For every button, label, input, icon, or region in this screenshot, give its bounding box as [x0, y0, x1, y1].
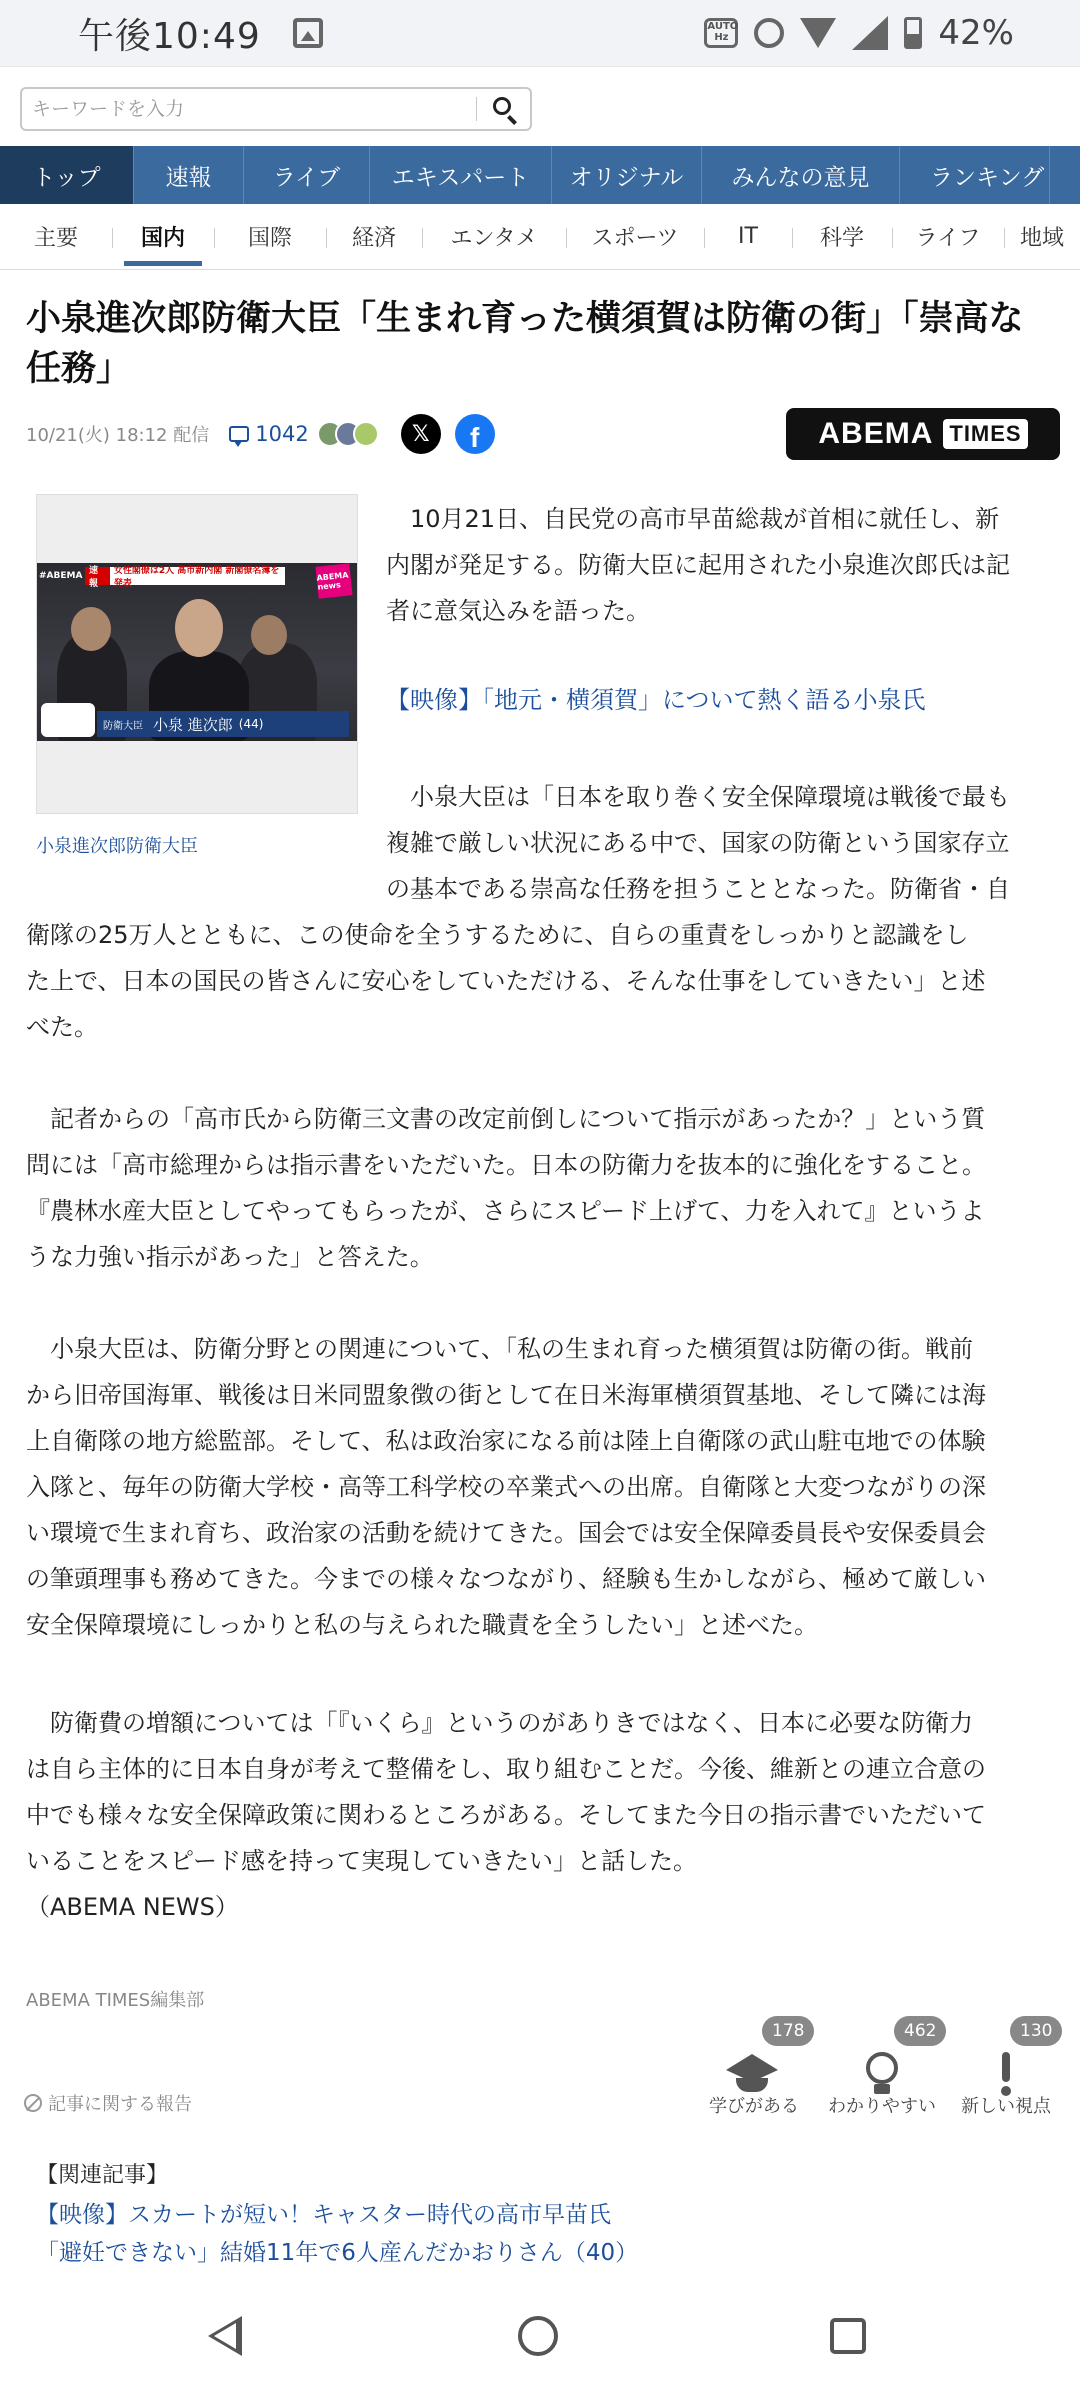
- category-entertainment[interactable]: エンタメ: [422, 204, 566, 270]
- search-divider: [476, 97, 477, 121]
- text-line: 衛隊の25万人とともに、この使命を全うするために、自らの重責をしっかりと認識をし: [26, 921, 969, 949]
- category-international[interactable]: 国際: [214, 204, 326, 270]
- main-nav: [0, 146, 1080, 204]
- name-text: 小泉 進次郎: [153, 715, 233, 734]
- battery-icon: [904, 17, 922, 49]
- paragraph-4: [26, 1326, 1066, 1648]
- prohibited-icon: [24, 2094, 42, 2112]
- article-meta: [26, 412, 495, 456]
- name-lower-third: [97, 711, 349, 737]
- text-line: 安全保障環境にしっかりと私の与えられた職責を全うしたい」と述べた。: [26, 1611, 818, 1639]
- comment-icon: [229, 426, 249, 442]
- reaction-label: わかりやすい: [828, 2096, 936, 2117]
- reaction-label: 新しい視点: [961, 2096, 1051, 2117]
- wifi-icon: [800, 18, 836, 48]
- main-nav-live[interactable]: ライブ: [244, 146, 370, 204]
- paragraph-1: [386, 496, 1056, 634]
- name-role: 防衛大臣: [103, 720, 143, 732]
- main-nav-top[interactable]: トップ: [0, 146, 134, 204]
- main-nav-original[interactable]: オリジナル: [552, 146, 702, 204]
- banner-flag: 速報: [85, 567, 110, 585]
- search-box: [20, 87, 532, 131]
- editorial-credit: ABEMA TIMES編集部: [26, 1990, 205, 2011]
- text-line: いることをスピード感を持って実現していきたい」と話した。: [26, 1847, 698, 1875]
- paragraph-5: [26, 1700, 1066, 1930]
- status-time: 午後10:49: [78, 15, 261, 57]
- reaction-count: 178: [762, 2016, 814, 2046]
- text-line: 小泉大臣は、防衛分野との関連について、「私の生まれ育った横須賀は防衛の街。戦前: [26, 1335, 974, 1363]
- photo-image: [37, 563, 357, 741]
- video-link[interactable]: 【映像】「地元・横須賀」について熱く語る小泉氏: [386, 686, 926, 714]
- publish-date: 10/21(火) 18:12 配信: [26, 425, 210, 446]
- status-bar: [0, 0, 1080, 66]
- text-line: 問には「高市総理からは指示書をいただいた。日本の防衛力を抜本的に強化をすること。: [26, 1151, 986, 1179]
- reaction-new-perspective[interactable]: [942, 2014, 1070, 2124]
- text-line: 入隊と、毎年の防衛大学校・高等工科学校の卒業式への出席。自衛隊と大変つながりの深: [26, 1473, 986, 1501]
- report-label: 記事に関する報告: [48, 2094, 192, 2115]
- main-nav-breaking[interactable]: 速報: [134, 146, 244, 204]
- report-article-link[interactable]: [24, 2090, 192, 2116]
- category-nav: [0, 204, 1080, 270]
- main-nav-opinions[interactable]: みんなの意見: [702, 146, 900, 204]
- search-icon: [493, 97, 511, 115]
- related-article-link[interactable]: 「避妊できない」結婚11年で6人産んだかおりさん（40）: [36, 2240, 639, 2266]
- cell-signal-icon: [852, 16, 888, 50]
- system-nav-bar: [0, 2274, 1080, 2400]
- photo-tag: #ABEMA: [39, 571, 83, 581]
- text-line: 上自衛隊の地方総監部。そして、私は政治家になる前は陸上自衛隊の武山駐屯地での体験: [26, 1427, 986, 1455]
- text-line: から旧帝国海軍、戦後は日米同盟象徴の街として在日米海軍横須賀基地、そして隣には海: [26, 1381, 986, 1409]
- text-line: 10月21日、自民党の高市早苗総裁が首相に就任し、新: [386, 505, 1000, 533]
- exclamation-icon: [1000, 2052, 1012, 2096]
- inset-face: [41, 703, 95, 737]
- article-headline: 小泉進次郎防衛大臣「生まれ育った横須賀は防衛の街」「崇高な任務」: [26, 299, 1024, 389]
- text-line: の筆頭理事も務めてきた。今までの様々なつながり、経験も生かしながら、極めて厳しい: [26, 1565, 986, 1593]
- comments-link[interactable]: [229, 422, 308, 446]
- paragraph-2-full: [26, 912, 1066, 1050]
- related-article-link[interactable]: 【映像】スカートが短い！キャスター時代の高市早苗氏: [36, 2202, 611, 2228]
- name-age: (44): [238, 717, 264, 731]
- photo-caption[interactable]: 小泉進次郎防衛大臣: [36, 836, 198, 857]
- text-line: 小泉大臣は「日本を取り巻く安全保障環境は戦後で最も: [386, 783, 1010, 811]
- text-line: の基本である崇高な任務を担うこととなった。防衛省・自: [386, 875, 1010, 903]
- reaction-count: 130: [1010, 2016, 1062, 2046]
- status-icons: [704, 0, 1014, 66]
- paragraph-3: [26, 1096, 1066, 1280]
- text-line: い環境で生まれ育ち、政治家の活動を続けてきた。国会では安全保障委員長や安保委員会: [26, 1519, 986, 1547]
- auto-refresh-rate-icon: AUTO Hz: [704, 18, 738, 48]
- alarm-icon: [754, 18, 784, 48]
- main-nav-expert[interactable]: エキスパート: [370, 146, 552, 204]
- reaction-clear[interactable]: [818, 2014, 946, 2124]
- share-x-button[interactable]: 𝕏: [401, 414, 441, 454]
- avatar: [353, 421, 379, 447]
- category-domestic[interactable]: 国内: [112, 204, 214, 270]
- abema-news-badge: ABEMA news: [315, 563, 352, 598]
- related-articles-heading: 【関連記事】: [36, 2163, 169, 2188]
- category-economy[interactable]: 経済: [326, 204, 422, 270]
- text-line: べた。: [26, 1013, 98, 1041]
- search-input[interactable]: [22, 89, 474, 129]
- text-line: 複雑で厳しい状況にある中で、国家の防衛という国家存立: [386, 829, 1010, 857]
- search-area: [0, 66, 1080, 146]
- category-it[interactable]: IT: [704, 204, 792, 270]
- banner-text: 女性閣僚は2人 高市新内閣 新閣僚名簿を発表: [113, 566, 280, 589]
- category-sports[interactable]: スポーツ: [566, 204, 704, 270]
- reaction-buttons: [690, 2014, 1070, 2124]
- text-line: た上で、日本の国民の皆さんに安心をしていただける、そんな仕事をしていきたい」と述: [26, 967, 986, 995]
- home-icon[interactable]: [518, 2316, 558, 2356]
- lightbulb-icon: [866, 2052, 898, 2096]
- category-life[interactable]: ライフ: [892, 204, 1004, 270]
- text-line: は自ら主体的に日本自身が考えて整備をし、取り組むことだ。今後、維新との連立合意の: [26, 1755, 986, 1783]
- main-nav-ranking[interactable]: ランキング: [900, 146, 1050, 204]
- share-facebook-button[interactable]: f: [455, 414, 495, 454]
- paragraph-2-wrapped: [386, 774, 1056, 912]
- commenter-avatars: [317, 421, 379, 447]
- reaction-count: 462: [894, 2016, 946, 2046]
- logo-main: ABEMA: [818, 417, 934, 450]
- text-line: うな力強い指示があった」と答えた。: [26, 1243, 434, 1271]
- recents-icon[interactable]: [830, 2318, 866, 2354]
- logo-sub: TIMES: [943, 419, 1027, 449]
- graduation-cap-icon: [724, 2054, 780, 2094]
- text-line: 内閣が発足する。防衛大臣に起用された小泉進次郎氏は記: [386, 551, 1010, 579]
- text-line: 『農林水産大臣としてやってもらったが、さらにスピード上げて、力を入れて』というよ: [26, 1197, 985, 1225]
- category-main[interactable]: 主要: [33, 226, 78, 251]
- minister-head: [175, 599, 223, 657]
- category-local[interactable]: 地域: [1004, 204, 1080, 270]
- back-icon[interactable]: [208, 2316, 242, 2356]
- category-science[interactable]: 科学: [792, 204, 892, 270]
- reaction-learning[interactable]: [690, 2014, 818, 2124]
- battery-percent: 42%: [938, 13, 1014, 53]
- photo-banner: [85, 566, 285, 589]
- person-head: [251, 615, 287, 655]
- search-button[interactable]: [488, 93, 522, 125]
- text-line: 中でも様々な安全保障政策に関わるところがある。そしてまた今日の指示書でいただいて: [26, 1801, 986, 1829]
- text-line: （ABEMA NEWS）: [26, 1893, 239, 1921]
- reaction-label: 学びがある: [709, 2096, 799, 2117]
- article-photo[interactable]: [36, 494, 358, 814]
- image-notification-icon: [293, 18, 323, 48]
- person-head: [71, 607, 111, 651]
- text-line: 防衛費の増額については「『いくら』というのがありきではなく、日本に必要な防衛力: [26, 1709, 974, 1737]
- text-line: 者に意気込みを語った。: [386, 597, 650, 625]
- text-line: 記者からの「高市氏から防衛三文書の改定前倒しについて指示があったか？」という質: [26, 1105, 986, 1133]
- abema-times-logo: [786, 408, 1060, 460]
- comment-count: 1042: [255, 422, 309, 446]
